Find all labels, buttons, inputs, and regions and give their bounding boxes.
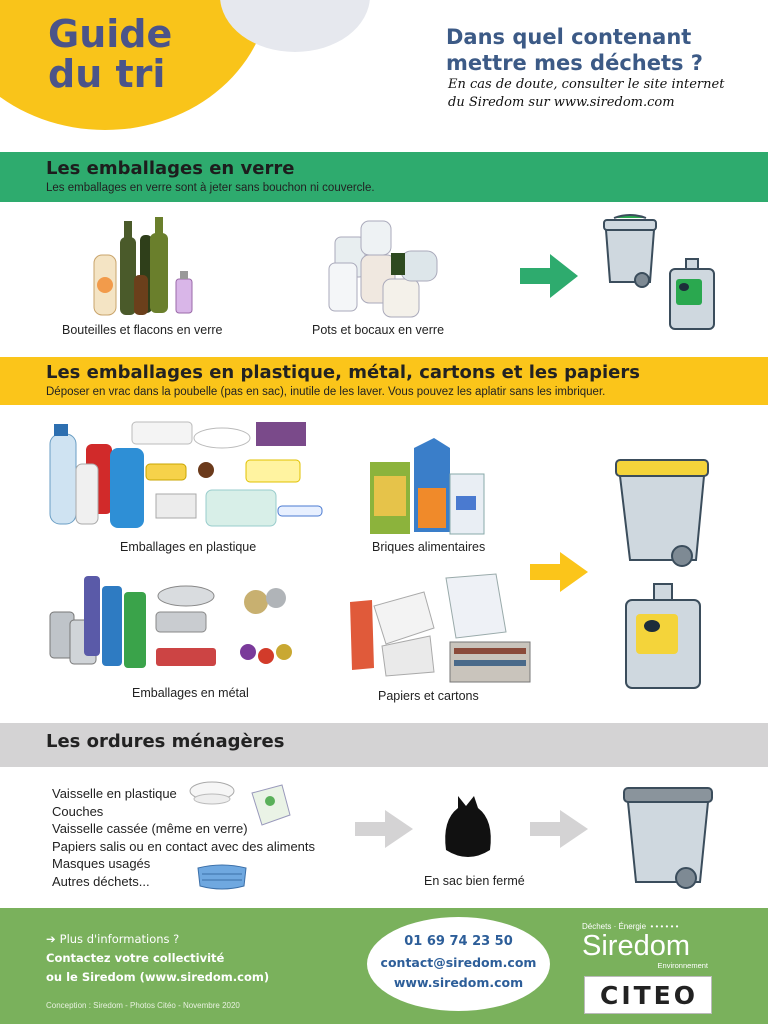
citeo-logo (584, 976, 712, 1014)
face-mask-image (192, 860, 252, 894)
plastic-packaging-image (46, 414, 326, 534)
doubt-hint (448, 76, 724, 112)
list-item: Masques usagés (52, 856, 151, 871)
section-ordures-title: Les ordures ménagères (46, 731, 285, 752)
info-line1 (46, 930, 269, 949)
siredom-name: Siredom (582, 930, 690, 962)
caption-plastique: Emballages en plastique (120, 540, 257, 554)
caption-metal: Emballages en métal (132, 686, 249, 700)
glass-jars-image (325, 215, 440, 320)
hint-line2: du Siredom sur www.siredom.com (448, 95, 675, 110)
section-verre-title: Les emballages en verre (46, 158, 295, 179)
section-plastique-title: Les emballages en plastique, métal, cartons et les papiers (46, 362, 640, 383)
question-line2: mettre mes déchets ? (446, 51, 703, 75)
yellow-container-icon (622, 582, 704, 692)
section-plastique-subtitle: Déposer en vrac dans la poubelle (pas en sac), inutile de les laver. Vous pouvez les aplatir sans les imbriquer. (46, 386, 606, 398)
arrow-right-icon (530, 550, 590, 594)
caption-bouteilles: Bouteilles et flacons en verre (62, 323, 223, 337)
info-line2: Contactez votre collectivité (46, 951, 225, 965)
info-question: Plus d'informations ? (59, 932, 180, 946)
papers-cartons-image (346, 572, 536, 688)
list-item: Papiers salis ou en contact avec des aliments (52, 838, 316, 854)
question-line1: Dans quel contenant (446, 25, 692, 49)
info-block (46, 930, 269, 987)
glass-bottles-image (90, 215, 200, 320)
page-title-line2: du tri (48, 52, 166, 96)
siredom-env: Environnement (657, 961, 708, 970)
plastic-plate-image (186, 775, 298, 831)
section-plastique-header (0, 357, 768, 405)
credit-line: Conception : Siredom - Photos Citéo - Novembre 2020 (46, 1001, 240, 1010)
siredom-tag-text: Déchets · Énergie (582, 922, 647, 931)
hint-line1: En cas de doute, consulter le site internet (448, 77, 725, 92)
section-verre-subtitle: Les emballages en verre sont à jeter sans bouchon ni couvercle. (46, 182, 375, 194)
contact-oval (367, 917, 550, 1011)
question-heading (446, 24, 703, 76)
garbage-bag-icon (438, 790, 498, 864)
section-verre-header (0, 152, 768, 202)
caption-sac: En sac bien fermé (424, 874, 525, 888)
arrow-right-icon (530, 808, 590, 850)
page-title-line1: Guide (48, 12, 173, 56)
arrow-right-icon (355, 808, 415, 850)
section-ordures-header (0, 723, 768, 767)
list-item: Vaisselle cassée (même en verre) (52, 821, 248, 836)
siredom-logo (582, 922, 712, 970)
list-item: Autres déchets... (52, 873, 150, 889)
arrow-right-icon (520, 252, 580, 300)
glass-container-icon (664, 257, 720, 333)
caption-bocaux: Pots et bocaux en verre (312, 323, 445, 337)
page-title (48, 14, 172, 94)
arrow-icon: ➔ (46, 932, 60, 946)
contact-email[interactable]: contact@siredom.com (380, 955, 537, 970)
metal-packaging-image (46, 572, 306, 682)
list-item: Couches (52, 803, 104, 819)
website-link[interactable]: www.siredom.com (393, 975, 524, 990)
bin-green-lid-icon (598, 212, 662, 292)
bin-grey-lid-icon (620, 782, 716, 894)
bin-yellow-lid-icon (612, 452, 712, 574)
citeo-text: CITEO (599, 981, 699, 1010)
caption-briques: Briques alimentaires (372, 540, 486, 554)
caption-papiers: Papiers et cartons (378, 689, 479, 703)
food-cartons-image (368, 436, 488, 536)
list-item: Vaisselle en plastique (52, 786, 177, 801)
phone-number[interactable]: 01 69 74 23 50 (404, 934, 513, 949)
siredom-tag: Déchets · Énergie • • • • • • (582, 922, 679, 931)
info-line3: ou le Siredom (www.siredom.com) (46, 970, 270, 984)
